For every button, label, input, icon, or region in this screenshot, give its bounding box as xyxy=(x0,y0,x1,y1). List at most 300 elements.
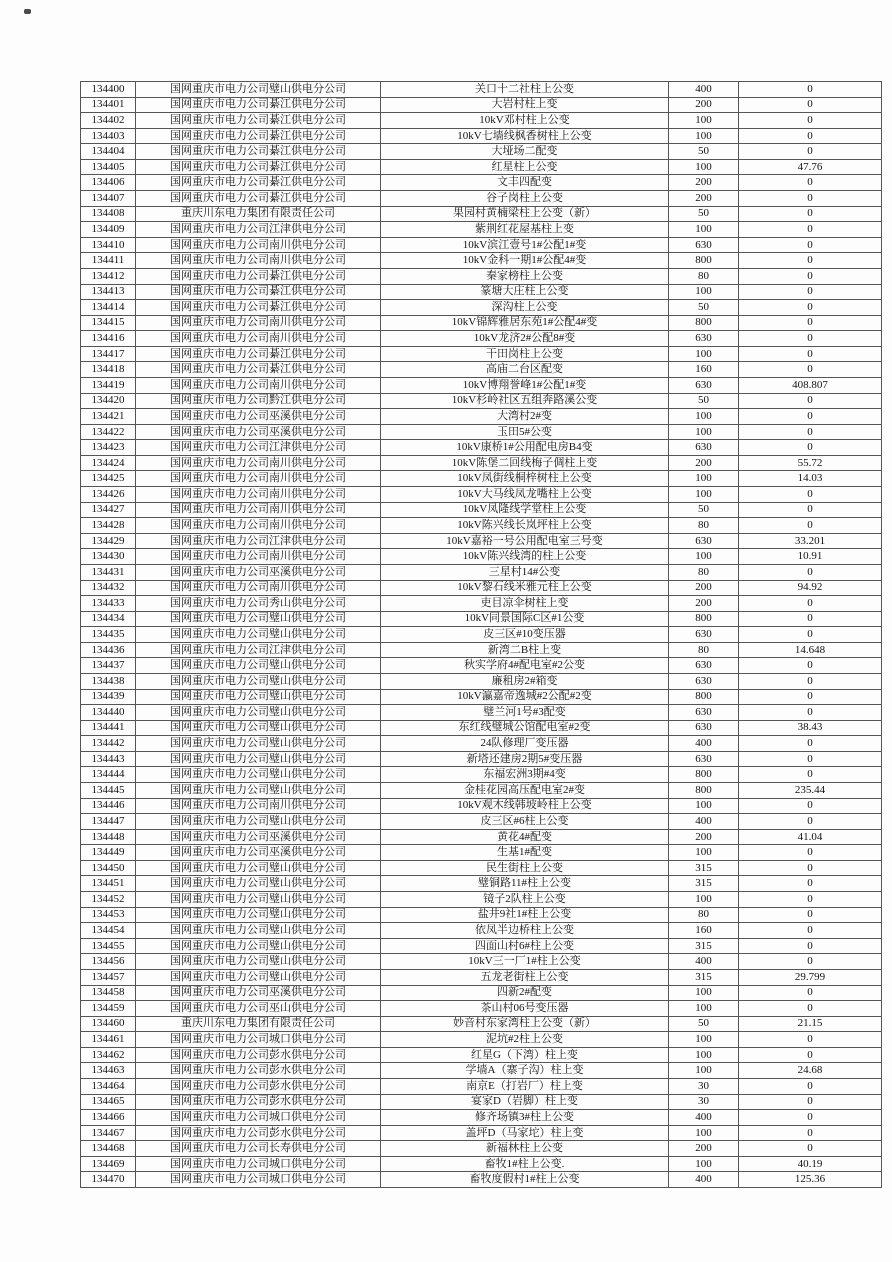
cell-capacity: 100 xyxy=(669,1032,739,1048)
table-row xyxy=(81,518,882,534)
cell-capacity: 50 xyxy=(669,300,739,316)
cell-company: 国网重庆市电力公司璧山供电分公司 xyxy=(136,767,381,783)
cell-record-id: 134438 xyxy=(81,673,136,689)
cell-transformer-name: 新塔还建房2期5#变压器 xyxy=(381,751,669,767)
cell-company: 国网重庆市电力公司璧山供电分公司 xyxy=(136,720,381,736)
cell-record-id: 134430 xyxy=(81,549,136,565)
cell-value: 0 xyxy=(739,736,882,752)
cell-company: 国网重庆市电力公司秀山供电分公司 xyxy=(136,596,381,612)
cell-company: 国网重庆市电力公司彭水供电分公司 xyxy=(136,1063,381,1079)
cell-value: 0 xyxy=(739,502,882,518)
cell-record-id: 134437 xyxy=(81,658,136,674)
table-row xyxy=(81,1094,882,1110)
table-row xyxy=(81,845,882,861)
cell-capacity: 80 xyxy=(669,564,739,580)
table-row xyxy=(81,284,882,300)
table-row xyxy=(81,440,882,456)
cell-value: 21.15 xyxy=(739,1016,882,1032)
cell-capacity: 160 xyxy=(669,362,739,378)
cell-company: 国网重庆市电力公司巫溪供电分公司 xyxy=(136,985,381,1001)
cell-value: 0 xyxy=(739,954,882,970)
cell-record-id: 134446 xyxy=(81,798,136,814)
table-row xyxy=(81,1172,882,1188)
cell-value: 0 xyxy=(739,876,882,892)
cell-company: 国网重庆市电力公司巫溪供电分公司 xyxy=(136,845,381,861)
cell-record-id: 134403 xyxy=(81,128,136,144)
cell-record-id: 134464 xyxy=(81,1079,136,1095)
cell-transformer-name: 红星柱上公变 xyxy=(381,159,669,175)
cell-capacity: 400 xyxy=(669,1172,739,1188)
cell-value: 0 xyxy=(739,268,882,284)
cell-capacity: 400 xyxy=(669,814,739,830)
cell-transformer-name: 修齐场镇3#柱上公变 xyxy=(381,1110,669,1126)
cell-capacity: 315 xyxy=(669,938,739,954)
table-row xyxy=(81,783,882,799)
cell-capacity: 100 xyxy=(669,549,739,565)
cell-value: 0 xyxy=(739,424,882,440)
table-row xyxy=(81,767,882,783)
cell-value: 14.03 xyxy=(739,471,882,487)
cell-transformer-name: 10kV同景国际C区#1公变 xyxy=(381,611,669,627)
cell-record-id: 134449 xyxy=(81,845,136,861)
cell-transformer-name: 南京E（打岩厂）柱上变 xyxy=(381,1079,669,1095)
table-row xyxy=(81,673,882,689)
cell-capacity: 200 xyxy=(669,175,739,191)
cell-company: 国网重庆市电力公司彭水供电分公司 xyxy=(136,1047,381,1063)
cell-capacity: 630 xyxy=(669,440,739,456)
cell-capacity: 80 xyxy=(669,907,739,923)
cell-company: 国网重庆市电力公司綦江供电分公司 xyxy=(136,191,381,207)
cell-value: 0 xyxy=(739,191,882,207)
table-row xyxy=(81,549,882,565)
cell-company: 国网重庆市电力公司巫溪供电分公司 xyxy=(136,829,381,845)
cell-capacity: 50 xyxy=(669,502,739,518)
cell-capacity: 160 xyxy=(669,923,739,939)
cell-record-id: 134402 xyxy=(81,113,136,129)
cell-record-id: 134444 xyxy=(81,767,136,783)
cell-record-id: 134450 xyxy=(81,860,136,876)
table-row xyxy=(81,642,882,658)
cell-record-id: 134465 xyxy=(81,1094,136,1110)
cell-transformer-name: 10kV黎石线米雅元柱上公变 xyxy=(381,580,669,596)
cell-value: 0 xyxy=(739,440,882,456)
table-row xyxy=(81,892,882,908)
cell-transformer-name: 谷子岗柱上公变 xyxy=(381,191,669,207)
cell-capacity: 315 xyxy=(669,876,739,892)
cell-value: 0 xyxy=(739,923,882,939)
cell-value: 0 xyxy=(739,409,882,425)
cell-transformer-name: 秦家榜柱上公变 xyxy=(381,268,669,284)
cell-transformer-name: 盐井9社1#柱上公变 xyxy=(381,907,669,923)
cell-record-id: 134460 xyxy=(81,1016,136,1032)
cell-value: 0 xyxy=(739,518,882,534)
cell-capacity: 630 xyxy=(669,720,739,736)
cell-company: 国网重庆市电力公司城口供电分公司 xyxy=(136,1032,381,1048)
cell-value: 0 xyxy=(739,362,882,378)
cell-value: 0 xyxy=(739,206,882,222)
cell-value: 0 xyxy=(739,1032,882,1048)
scan-artifact xyxy=(24,9,31,14)
cell-transformer-name: 四面山村6#柱上公变 xyxy=(381,938,669,954)
cell-record-id: 134443 xyxy=(81,751,136,767)
cell-capacity: 100 xyxy=(669,1156,739,1172)
cell-capacity: 800 xyxy=(669,783,739,799)
cell-company: 国网重庆市电力公司南川供电分公司 xyxy=(136,580,381,596)
table-row xyxy=(81,1001,882,1017)
cell-value: 0 xyxy=(739,596,882,612)
cell-transformer-name: 三星村14#公变 xyxy=(381,564,669,580)
cell-capacity: 100 xyxy=(669,1125,739,1141)
power-transformer-table xyxy=(80,81,882,1188)
table-row xyxy=(81,533,882,549)
cell-capacity: 630 xyxy=(669,237,739,253)
cell-transformer-name: 干田岗柱上公变 xyxy=(381,346,669,362)
cell-capacity: 50 xyxy=(669,393,739,409)
cell-company: 国网重庆市电力公司彭水供电分公司 xyxy=(136,1079,381,1095)
cell-record-id: 134470 xyxy=(81,1172,136,1188)
table-row xyxy=(81,502,882,518)
cell-capacity: 630 xyxy=(669,658,739,674)
cell-transformer-name: 高庙二台区配变 xyxy=(381,362,669,378)
table-row xyxy=(81,82,882,98)
table-row xyxy=(81,471,882,487)
cell-company: 国网重庆市电力公司南川供电分公司 xyxy=(136,549,381,565)
cell-capacity: 400 xyxy=(669,736,739,752)
table-row xyxy=(81,377,882,393)
cell-record-id: 134447 xyxy=(81,814,136,830)
cell-record-id: 134463 xyxy=(81,1063,136,1079)
cell-company: 国网重庆市电力公司江津供电分公司 xyxy=(136,440,381,456)
cell-transformer-name: 10kV滨江壹号1#公配1#变 xyxy=(381,237,669,253)
cell-record-id: 134462 xyxy=(81,1047,136,1063)
cell-value: 0 xyxy=(739,393,882,409)
cell-record-id: 134467 xyxy=(81,1125,136,1141)
cell-company: 国网重庆市电力公司城口供电分公司 xyxy=(136,1156,381,1172)
cell-transformer-name: 新湾二B柱上变 xyxy=(381,642,669,658)
cell-capacity: 630 xyxy=(669,331,739,347)
cell-record-id: 134429 xyxy=(81,533,136,549)
table-row xyxy=(81,736,882,752)
cell-transformer-name: 10kV观木线韩坡岭柱上公变 xyxy=(381,798,669,814)
cell-transformer-name: 大湾村2#变 xyxy=(381,409,669,425)
cell-capacity: 315 xyxy=(669,969,739,985)
cell-transformer-name: 皮三区#6柱上公变 xyxy=(381,814,669,830)
table-row xyxy=(81,985,882,1001)
cell-value: 0 xyxy=(739,1141,882,1157)
cell-company: 国网重庆市电力公司江津供电分公司 xyxy=(136,642,381,658)
cell-value: 0 xyxy=(739,1001,882,1017)
cell-company: 国网重庆市电力公司城口供电分公司 xyxy=(136,1172,381,1188)
table-row xyxy=(81,596,882,612)
cell-record-id: 134413 xyxy=(81,284,136,300)
cell-transformer-name: 四新2#配变 xyxy=(381,985,669,1001)
cell-value: 0 xyxy=(739,97,882,113)
table-row xyxy=(81,222,882,238)
table-row xyxy=(81,487,882,503)
cell-capacity: 630 xyxy=(669,673,739,689)
cell-transformer-name: 红星G（下湾）柱上变 xyxy=(381,1047,669,1063)
cell-value: 0 xyxy=(739,82,882,98)
cell-record-id: 134420 xyxy=(81,393,136,409)
table-row xyxy=(81,938,882,954)
cell-company: 国网重庆市电力公司黔江供电分公司 xyxy=(136,393,381,409)
cell-capacity: 200 xyxy=(669,455,739,471)
cell-capacity: 100 xyxy=(669,222,739,238)
cell-transformer-name: 泥坑#2柱上公变 xyxy=(381,1032,669,1048)
table-row xyxy=(81,331,882,347)
cell-record-id: 134440 xyxy=(81,705,136,721)
cell-company: 国网重庆市电力公司南川供电分公司 xyxy=(136,798,381,814)
cell-company: 国网重庆市电力公司璧山供电分公司 xyxy=(136,814,381,830)
cell-company: 国网重庆市电力公司南川供电分公司 xyxy=(136,502,381,518)
cell-transformer-name: 茶山村06号变压器 xyxy=(381,1001,669,1017)
cell-capacity: 100 xyxy=(669,487,739,503)
cell-record-id: 134455 xyxy=(81,938,136,954)
cell-transformer-name: 璧兰河1号#3配变 xyxy=(381,705,669,721)
cell-company: 国网重庆市电力公司巫溪供电分公司 xyxy=(136,409,381,425)
cell-value: 0 xyxy=(739,985,882,1001)
data-table-container xyxy=(80,81,881,1188)
cell-capacity: 50 xyxy=(669,144,739,160)
cell-capacity: 800 xyxy=(669,253,739,269)
cell-record-id: 134401 xyxy=(81,97,136,113)
cell-company: 国网重庆市电力公司彭水供电分公司 xyxy=(136,1125,381,1141)
cell-record-id: 134454 xyxy=(81,923,136,939)
table-row xyxy=(81,237,882,253)
cell-capacity: 50 xyxy=(669,1016,739,1032)
cell-company: 国网重庆市电力公司璧山供电分公司 xyxy=(136,82,381,98)
cell-transformer-name: 深沟柱上公变 xyxy=(381,300,669,316)
cell-value: 0 xyxy=(739,751,882,767)
cell-transformer-name: 东红线璧城公馆配电室#2变 xyxy=(381,720,669,736)
cell-value: 0 xyxy=(739,315,882,331)
cell-company: 国网重庆市电力公司璧山供电分公司 xyxy=(136,783,381,799)
cell-transformer-name: 10kV龙济2#公配8#变 xyxy=(381,331,669,347)
table-row xyxy=(81,860,882,876)
table-row xyxy=(81,1110,882,1126)
cell-transformer-name: 果园村黄楠梁柱上公变（新） xyxy=(381,206,669,222)
table-row xyxy=(81,393,882,409)
cell-record-id: 134421 xyxy=(81,409,136,425)
table-row xyxy=(81,611,882,627)
table-row xyxy=(81,1156,882,1172)
cell-company: 国网重庆市电力公司綦江供电分公司 xyxy=(136,300,381,316)
cell-capacity: 100 xyxy=(669,424,739,440)
cell-value: 0 xyxy=(739,564,882,580)
cell-record-id: 134416 xyxy=(81,331,136,347)
table-row xyxy=(81,1063,882,1079)
cell-transformer-name: 妙音村东家湾柱上公变（新） xyxy=(381,1016,669,1032)
cell-capacity: 100 xyxy=(669,1047,739,1063)
table-row xyxy=(81,144,882,160)
cell-company: 国网重庆市电力公司南川供电分公司 xyxy=(136,315,381,331)
cell-transformer-name: 新福林柱上公变 xyxy=(381,1141,669,1157)
cell-transformer-name: 10kV凤街线桐梓树柱上公变 xyxy=(381,471,669,487)
cell-capacity: 100 xyxy=(669,346,739,362)
cell-capacity: 200 xyxy=(669,596,739,612)
cell-company: 国网重庆市电力公司綦江供电分公司 xyxy=(136,159,381,175)
cell-capacity: 100 xyxy=(669,798,739,814)
cell-record-id: 134417 xyxy=(81,346,136,362)
cell-record-id: 134436 xyxy=(81,642,136,658)
cell-record-id: 134433 xyxy=(81,596,136,612)
cell-transformer-name: 镜子2队柱上公变 xyxy=(381,892,669,908)
table-row xyxy=(81,424,882,440)
cell-value: 0 xyxy=(739,611,882,627)
table-row xyxy=(81,751,882,767)
cell-record-id: 134456 xyxy=(81,954,136,970)
cell-company: 国网重庆市电力公司长寿供电分公司 xyxy=(136,1141,381,1157)
cell-transformer-name: 生基1#配变 xyxy=(381,845,669,861)
cell-value: 0 xyxy=(739,284,882,300)
cell-capacity: 30 xyxy=(669,1079,739,1095)
cell-transformer-name: 玉田5#公变 xyxy=(381,424,669,440)
cell-company: 国网重庆市电力公司綦江供电分公司 xyxy=(136,284,381,300)
cell-value: 10.91 xyxy=(739,549,882,565)
cell-transformer-name: 24队修理厂变压器 xyxy=(381,736,669,752)
cell-transformer-name: 学墙A（寨子沟）柱上变 xyxy=(381,1063,669,1079)
table-row xyxy=(81,253,882,269)
cell-transformer-name: 10kV凤隆线学堂柱上公变 xyxy=(381,502,669,518)
cell-value: 0 xyxy=(739,673,882,689)
table-row xyxy=(81,658,882,674)
cell-capacity: 100 xyxy=(669,159,739,175)
table-row xyxy=(81,268,882,284)
cell-value: 0 xyxy=(739,907,882,923)
cell-transformer-name: 廉租房2#箱变 xyxy=(381,673,669,689)
cell-value: 0 xyxy=(739,487,882,503)
cell-transformer-name: 皮三区#10变压器 xyxy=(381,627,669,643)
cell-capacity: 200 xyxy=(669,1141,739,1157)
cell-value: 0 xyxy=(739,689,882,705)
cell-value: 0 xyxy=(739,113,882,129)
cell-company: 国网重庆市电力公司璧山供电分公司 xyxy=(136,954,381,970)
cell-capacity: 100 xyxy=(669,892,739,908)
cell-record-id: 134426 xyxy=(81,487,136,503)
cell-transformer-name: 秋实学府4#配电室#2公变 xyxy=(381,658,669,674)
cell-record-id: 134435 xyxy=(81,627,136,643)
cell-company: 国网重庆市电力公司璧山供电分公司 xyxy=(136,705,381,721)
cell-record-id: 134400 xyxy=(81,82,136,98)
cell-value: 40.19 xyxy=(739,1156,882,1172)
cell-company: 国网重庆市电力公司璧山供电分公司 xyxy=(136,860,381,876)
cell-record-id: 134428 xyxy=(81,518,136,534)
cell-capacity: 800 xyxy=(669,315,739,331)
cell-record-id: 134468 xyxy=(81,1141,136,1157)
table-row xyxy=(81,720,882,736)
cell-company: 国网重庆市电力公司綦江供电分公司 xyxy=(136,128,381,144)
table-row xyxy=(81,128,882,144)
cell-value: 0 xyxy=(739,175,882,191)
cell-capacity: 630 xyxy=(669,751,739,767)
cell-capacity: 200 xyxy=(669,580,739,596)
cell-capacity: 100 xyxy=(669,1063,739,1079)
cell-transformer-name: 10kV邓村柱上公变 xyxy=(381,113,669,129)
cell-value: 0 xyxy=(739,253,882,269)
table-row xyxy=(81,876,882,892)
table-row xyxy=(81,689,882,705)
cell-record-id: 134434 xyxy=(81,611,136,627)
cell-transformer-name: 文丰四配变 xyxy=(381,175,669,191)
cell-company: 国网重庆市电力公司綦江供电分公司 xyxy=(136,97,381,113)
cell-record-id: 134415 xyxy=(81,315,136,331)
cell-record-id: 134422 xyxy=(81,424,136,440)
cell-company: 国网重庆市电力公司南川供电分公司 xyxy=(136,253,381,269)
cell-value: 0 xyxy=(739,144,882,160)
cell-company: 国网重庆市电力公司巫山供电分公司 xyxy=(136,1001,381,1017)
cell-record-id: 134459 xyxy=(81,1001,136,1017)
cell-record-id: 134445 xyxy=(81,783,136,799)
table-row xyxy=(81,175,882,191)
cell-value: 94.92 xyxy=(739,580,882,596)
cell-record-id: 134432 xyxy=(81,580,136,596)
cell-capacity: 100 xyxy=(669,113,739,129)
cell-value: 0 xyxy=(739,1079,882,1095)
cell-record-id: 134419 xyxy=(81,377,136,393)
cell-record-id: 134469 xyxy=(81,1156,136,1172)
cell-record-id: 134453 xyxy=(81,907,136,923)
cell-capacity: 400 xyxy=(669,82,739,98)
cell-transformer-name: 10kV嘉裕一号公用配电室三号变 xyxy=(381,533,669,549)
cell-capacity: 800 xyxy=(669,611,739,627)
cell-value: 0 xyxy=(739,346,882,362)
cell-company: 国网重庆市电力公司璧山供电分公司 xyxy=(136,736,381,752)
cell-value: 0 xyxy=(739,860,882,876)
cell-company: 国网重庆市电力公司璧山供电分公司 xyxy=(136,923,381,939)
cell-company: 国网重庆市电力公司綦江供电分公司 xyxy=(136,268,381,284)
cell-record-id: 134410 xyxy=(81,237,136,253)
cell-transformer-name: 10kV康桥1#公用配电房B4变 xyxy=(381,440,669,456)
cell-value: 14.648 xyxy=(739,642,882,658)
cell-capacity: 800 xyxy=(669,689,739,705)
cell-transformer-name: 民生街柱上公变 xyxy=(381,860,669,876)
table-row xyxy=(81,315,882,331)
cell-company: 国网重庆市电力公司璧山供电分公司 xyxy=(136,611,381,627)
cell-record-id: 134425 xyxy=(81,471,136,487)
cell-capacity: 630 xyxy=(669,705,739,721)
cell-transformer-name: 畜牧1#柱上公变. xyxy=(381,1156,669,1172)
cell-record-id: 134418 xyxy=(81,362,136,378)
cell-capacity: 200 xyxy=(669,191,739,207)
cell-company: 国网重庆市电力公司彭水供电分公司 xyxy=(136,1094,381,1110)
cell-value: 38.43 xyxy=(739,720,882,736)
cell-value: 235.44 xyxy=(739,783,882,799)
cell-value: 0 xyxy=(739,798,882,814)
cell-record-id: 134442 xyxy=(81,736,136,752)
table-row xyxy=(81,191,882,207)
cell-capacity: 100 xyxy=(669,845,739,861)
cell-value: 55.72 xyxy=(739,455,882,471)
cell-record-id: 134431 xyxy=(81,564,136,580)
cell-transformer-name: 紫荆红花屋基柱上变 xyxy=(381,222,669,238)
cell-company: 国网重庆市电力公司璧山供电分公司 xyxy=(136,876,381,892)
cell-capacity: 315 xyxy=(669,860,739,876)
cell-company: 国网重庆市电力公司綦江供电分公司 xyxy=(136,346,381,362)
table-row xyxy=(81,969,882,985)
table-row xyxy=(81,627,882,643)
cell-capacity: 80 xyxy=(669,642,739,658)
cell-company: 国网重庆市电力公司南川供电分公司 xyxy=(136,331,381,347)
cell-company: 国网重庆市电力公司璧山供电分公司 xyxy=(136,658,381,674)
cell-value: 0 xyxy=(739,705,882,721)
cell-transformer-name: 依凤半边桥柱上公变 xyxy=(381,923,669,939)
cell-value: 0 xyxy=(739,892,882,908)
cell-record-id: 134439 xyxy=(81,689,136,705)
cell-transformer-name: 10kV陈兴线长岚坪柱上公变 xyxy=(381,518,669,534)
cell-value: 47.76 xyxy=(739,159,882,175)
table-row xyxy=(81,1125,882,1141)
cell-company: 国网重庆市电力公司璧山供电分公司 xyxy=(136,689,381,705)
